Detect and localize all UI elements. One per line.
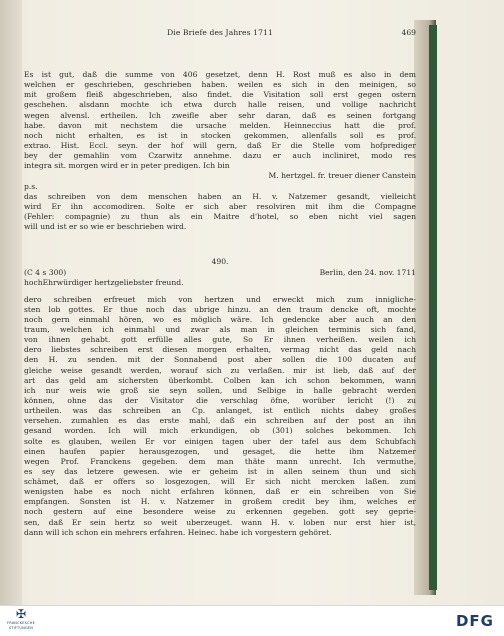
franckesche-stiftungen-logo-icon[interactable]: ✠ FRANCKESCHE STIFTUNGEN [7,607,35,630]
page-body [24,70,416,538]
text-line: noch gestern auf eine besondere weise zu erkennen gegeben. gott sey geprie- [24,507,416,517]
text-line: urtheilen. was das schreiben an Cp. anlanget, ist entlich nichts dabey großes [24,406,416,416]
text-line: schämet, daß er offers so losgezogen, will Er sich nicht mercken laßen. zum [24,477,416,487]
text-line: gesand worden. Ich will mich erkundigen, ob (301) solches bekommen. Ich [24,426,416,436]
text-line: noch gern einmahl hören, wo es möglich wäre. Ich gedencke aber auch an den [24,314,416,324]
text-line: geschehen. alsdann mochte ich etwa durch halle reisen, und vollige nachricht [24,100,416,110]
text-line: dero schreiben erfreuet mich von hertzen und erweckt mich zum innigliche- [24,294,416,304]
text-line: bey der gemahlin vom Czarwitz annehme. dazu er auch incliniret, modo res [24,151,416,161]
letter-490-heading [24,268,416,278]
text-line: dero liebstes schreiben erst diesen morgen erhalten, vermag nicht das geld nach [24,345,416,355]
viewer-footer [0,605,504,636]
dfg-logo-icon[interactable]: DFG [455,612,494,630]
page-number: 469 [401,28,416,37]
letter-salutation: hochEhrwürdiger hertzgeliebster freund. [24,278,184,288]
text-line: sen, daß Er sein hertz so weit uberzeuget. wann H. v. loben nur erst hier ist, [24,517,416,527]
text-line: traum, welchen ich einmahl und zwar als man in gleichen terminis sich fand, [24,324,416,334]
book-gutter [0,0,22,605]
text-line: wegen alvensl. ertheilen. Ich zweifle aber sehr daran, daß es seinen fortgang [24,110,416,120]
book-binding [429,25,437,590]
text-line: dann will ich schon ein mehrers erfahren. Heinec. habe ich vorgestern gehöret. [24,527,332,537]
text-line: noch nicht erhalten, es ist in stocken gekommen, allenfalls soll es prof. [24,130,416,140]
postscript-line: (Fehler: compagnie) zu thun als ein Maitre d'hotel, so eben nicht viel sagen [24,211,416,221]
text-line: können, ohne das der Visitator die verschlag öfne, worüber lericht (!) zu [24,395,416,405]
postscript-line: wird Er ihn accomodiren. Solte er sich aber resolviren mit ihm die Compagne [24,201,416,211]
running-header [24,28,416,40]
text-line: ich nur weis wie groß sie seyn sollen, und Selbige in halle gebracht werden [24,385,416,395]
text-line: wenigsten habe es noch nicht erfahren können, daß er ein schreiben von Sie [24,487,416,497]
letter-490-text [24,295,416,538]
text-line: mit großem fleiß abgeschrieben, also findet. die Visitation soll erst gegen ostern [24,90,416,100]
text-line: den H. zu senden. mit der Sonnabend post aber sollen die 100 ducaten auf [24,355,416,365]
text-line: sten lob gottes. Er thue noch das ubrige hinzu. an den traum dencke oft, mochte [24,304,416,314]
postscript-label: p.s. [24,181,38,191]
text-line: habe. davon mit nechstem die ursache melden. Heinneccius hatt die prof. [24,120,416,130]
letter-489-text [24,70,416,171]
text-line: integra sit. morgen wird er in peter predigen. Ich bin [24,161,230,171]
text-line: extrao. Hist. Eccl. seyn. der hof will gern, daß Er die Stelle vom hofprediger [24,140,416,150]
postscript-line: das schreiben von dem menschen haben an H. v. Natzemer gesandt, vielleicht [24,191,416,201]
text-line: einen haufen papier herausgezogen, und gesaget, die hette ihm Natzemer [24,446,416,456]
text-line: art das geld am sichersten überkombt. Colben kan ich schon bekommen, wann [24,375,416,385]
text-line: versehen. zumahlen es das erste mahl, daß ein schreiben auf der post an ihn [24,416,416,426]
text-line: gleiche weise gesandt werden, worauf sich zu verlaßen. mir ist lieb, daß auf der [24,365,416,375]
letter-number: 490. [211,257,229,267]
text-line: wegen Prof. Franckens gegeben. dem man thäte mann unrecht. Ich vermuthe, [24,456,416,466]
running-title: Die Briefe des Jahres 1711 [167,28,273,37]
text-line: solte es glauben, weilen Er vor einigen tagen uber der tafel aus dem Schubfach [24,436,416,446]
letter-place-date: Berlin, den 24. nov. 1711 [319,268,416,278]
text-line: empfangen. Sonsten ist H. v. Natzemer in großem credit bey ihm, welches er [24,497,416,507]
letter-siglum: (C 4 s 300) [24,268,67,278]
text-line: es sey das letzere gewesen. wie er geheim ist in allen seinem thun und sich [24,466,416,476]
letter-489-postscript [24,192,416,233]
text-line: von ihnen gehabt. gott erfülle alles gute, So Er ihnen verheißen. weilen ich [24,335,416,345]
text-line: Es ist gut, daß die summe von 406 gesetzet, denn H. Rost muß es also in dem [24,70,416,79]
text-line: welchen er geschrieben, geschrieben haben. weilen es sich in den meinigen, so [24,80,416,90]
postscript-line: will und ist er so wie er beschrieben wird. [24,222,187,232]
letter-489-signature: M. hertzgel. fr. treuer diener Canstein [268,171,416,181]
book-page [24,28,416,603]
